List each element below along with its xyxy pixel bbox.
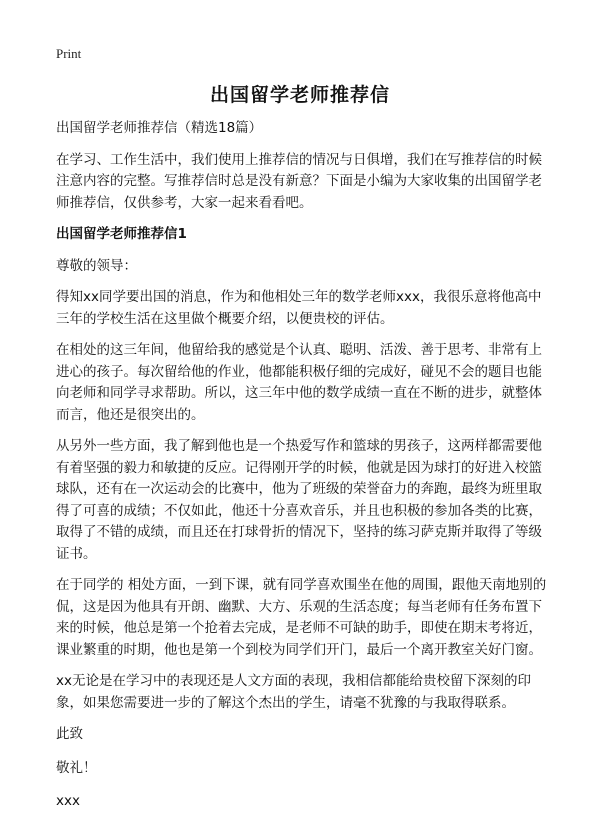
closing-line-2: 敬礼！ <box>56 759 97 776</box>
body-paragraph-2: 在相处的这三年间，他留给我的感觉是个认真、聪明、活泼、善于思考、非常有上进心的孩子。每次留给他的作业，他都能积极仔细的完成好，碰见不会的题目也能向老师和同学寻求帮助。所以，这三年中他的数学成绩一直在不断的进步，就整体而言，他还是很突出的。 <box>56 342 542 423</box>
intro-paragraph: 在学习、工作生活中，我们使用上推荐信的情况与日俱增，我们在写推荐信的时候注意内容的完整。写推荐信时总是没有新意？下面是小编为大家收集的出国留学老师推荐信，仅供参考，大家一起来看看吧。 <box>56 151 542 211</box>
body-paragraph-5: xx无论是在学习中的表现还是人文方面的表现，我相信都能给贵校留下深刻的印象，如果您需要进一步的了解这个杰出的学生，请毫不犹豫的与我取得联系。 <box>56 673 531 711</box>
document-title: 出国留学老师推荐信 <box>209 84 390 106</box>
document-subtitle: 出国留学老师推荐信（精选18篇） <box>56 120 263 136</box>
closing-line-1: 此致 <box>56 726 83 742</box>
salutation: 尊敬的领导： <box>56 257 137 274</box>
body-paragraph-4: 在于同学的 相处方面，一到下课，就有同学喜欢围坐在他的周围，跟他天南地别的侃，这是因为他具有开朗、幽默、大方、乐观的生活态度；每当老师有任务布置下来的时候，他总是第一个抢着去完成，是老师不可缺的助手，即使在期末考将近，课业繁重的时期，他也是第一个到校为同学们开门，最后一个离开教室关好门窗。 <box>56 577 547 658</box>
section-heading: 出国留学老师推荐信1 <box>56 226 187 242</box>
document-body <box>56 118 548 825</box>
print-link[interactable]: Print <box>56 46 82 61</box>
body-paragraph-3: 从另外一些方面，我了解到他也是一个热爱写作和篮球的男孩子，这两样都需要他有着坚强的毅力和敏捷的反应。记得刚开学的时候，他就是因为球打的好进入校篮球队，还有在一次运动会的比赛中，他为了班级的荣誉奋力的奔跑，最终为班里取得了可喜的成绩；不仅如此，他还十分喜欢音乐，并且也积极的参加各类的比赛，取得了不错的成绩，而且还在打球骨折的情况下，坚持的练习萨克斯并取得了等级证书。 <box>56 438 542 562</box>
body-paragraph-1: 得知xx同学要出国的消息，作为和他相处三年的数学老师xxx，我很乐意将他高中三年的学校生活在这里做个概要介绍，以便贵校的评估。 <box>56 289 542 327</box>
signature: xxx <box>56 793 80 809</box>
